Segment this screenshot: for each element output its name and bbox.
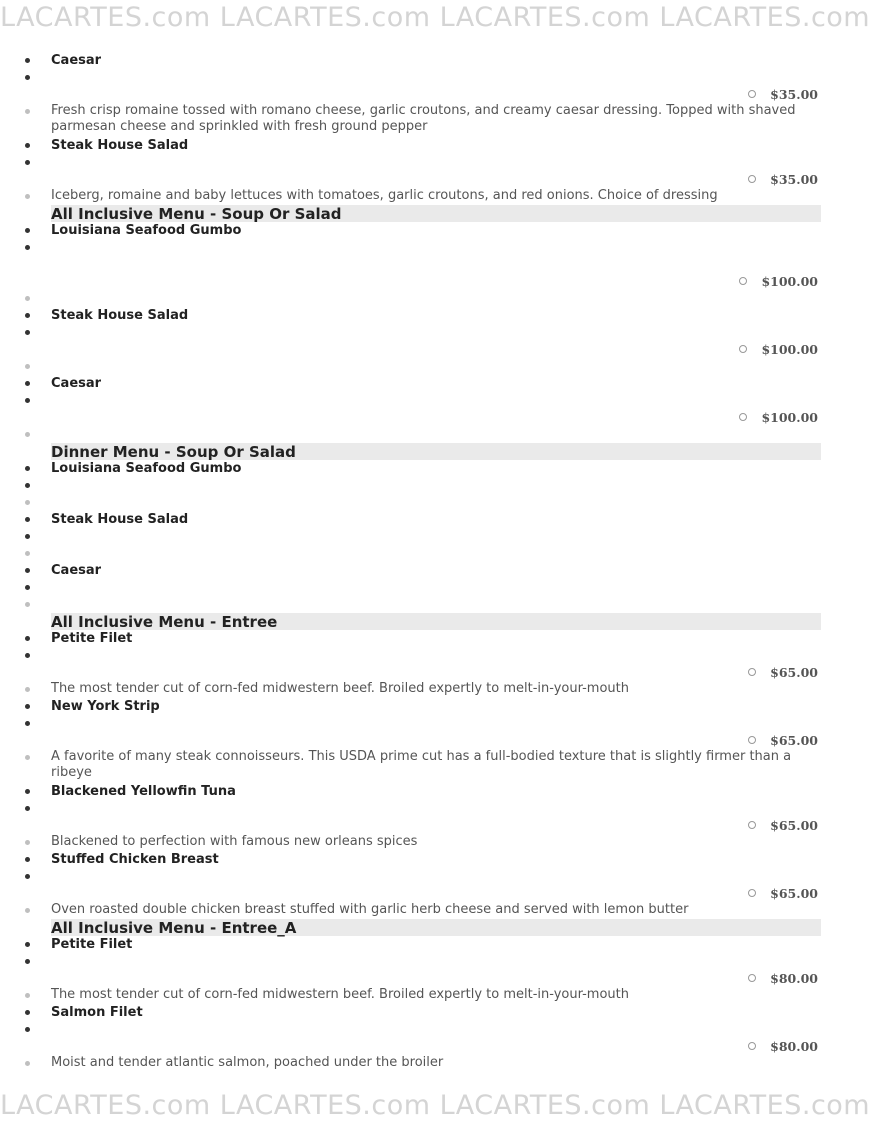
item-description: A favorite of many steak connoisseurs. This USDA prime cut has a full-bodied texture that is slightly firmer than a ribeye xyxy=(51,749,792,780)
bullet-icon xyxy=(25,432,30,437)
list-item xyxy=(0,1021,870,1038)
bullet-icon xyxy=(25,483,30,488)
item-name: Petite Filet xyxy=(51,937,133,952)
bullet-icon xyxy=(25,789,30,794)
circle-bullet-icon xyxy=(739,277,747,285)
price-row xyxy=(0,817,870,834)
item-description: The most tender cut of corn-fed midwestern beef. Broiled expertly to melt-in-your-mouth xyxy=(51,681,630,696)
list-item xyxy=(0,1055,870,1072)
list-item xyxy=(0,647,870,664)
list-item xyxy=(0,460,870,477)
list-item xyxy=(0,477,870,494)
menu-list xyxy=(0,52,870,1072)
item-price: $100.00 xyxy=(761,410,818,425)
price-row xyxy=(0,1038,870,1055)
bullet-icon xyxy=(25,840,30,845)
list-item xyxy=(0,562,870,579)
bullet-icon xyxy=(25,551,30,556)
item-description: The most tender cut of corn-fed midwestern beef. Broiled expertly to melt-in-your-mouth xyxy=(51,987,630,1002)
list-item xyxy=(0,936,870,953)
list-item xyxy=(0,596,870,613)
list-item xyxy=(0,307,870,324)
list-item xyxy=(0,698,870,715)
item-name: Blackened Yellowfin Tuna xyxy=(51,784,236,799)
bullet-icon xyxy=(25,993,30,998)
bullet-icon xyxy=(25,517,30,522)
list-item xyxy=(0,290,870,307)
bullet-icon xyxy=(25,534,30,539)
item-name: Salmon Filet xyxy=(51,1005,143,1020)
list-item xyxy=(0,681,870,698)
item-price: $65.00 xyxy=(770,818,818,833)
item-price: $80.00 xyxy=(770,971,818,986)
bullet-icon xyxy=(25,1061,30,1066)
bullet-icon xyxy=(25,313,30,318)
circle-bullet-icon xyxy=(748,90,756,98)
bullet-icon xyxy=(25,1010,30,1015)
bullet-icon xyxy=(25,653,30,658)
bullet-icon xyxy=(25,857,30,862)
item-description: Fresh crisp romaine tossed with romano cheese, garlic croutons, and creamy caesar dressing. Topped with shaved parmesan cheese and sprinkled with fresh ground pepper xyxy=(51,103,796,134)
list-item xyxy=(0,868,870,885)
watermark-top: LACARTES.com LACARTES.com LACARTES.com LACARTES.com xyxy=(0,2,870,33)
price-row xyxy=(0,664,870,681)
list-item xyxy=(0,528,870,545)
list-item xyxy=(0,392,870,409)
price-row xyxy=(0,732,870,749)
item-name: Steak House Salad xyxy=(51,512,189,527)
list-item xyxy=(0,103,870,137)
circle-bullet-icon xyxy=(748,1042,756,1050)
circle-bullet-icon xyxy=(748,889,756,897)
item-description: Iceberg, romaine and baby lettuces with tomatoes, garlic croutons, and red onions. Choice of dressing xyxy=(51,188,718,203)
bullet-icon xyxy=(25,58,30,63)
bullet-icon xyxy=(25,466,30,471)
list-item xyxy=(0,358,870,375)
bullet-icon xyxy=(25,160,30,165)
circle-bullet-icon xyxy=(748,821,756,829)
watermark-bottom: LACARTES.com LACARTES.com LACARTES.com LACARTES.com xyxy=(0,1090,870,1121)
list-item xyxy=(0,1004,870,1021)
item-price: $100.00 xyxy=(761,274,818,289)
item-name: Stuffed Chicken Breast xyxy=(51,852,219,867)
list-item xyxy=(0,69,870,86)
item-name: Louisiana Seafood Gumbo xyxy=(51,223,242,238)
item-price: $35.00 xyxy=(770,87,818,102)
bullet-icon xyxy=(25,874,30,879)
price-row xyxy=(0,970,870,987)
item-description: Oven roasted double chicken breast stuffed with garlic herb cheese and served with lemon butter xyxy=(51,902,689,917)
bullet-icon xyxy=(25,245,30,250)
bullet-icon xyxy=(25,721,30,726)
list-item xyxy=(0,579,870,596)
list-item xyxy=(0,154,870,171)
section-heading: Dinner Menu - Soup Or Salad xyxy=(51,443,821,460)
bullet-icon xyxy=(25,755,30,760)
bullet-icon xyxy=(25,704,30,709)
list-item xyxy=(0,987,870,1004)
bullet-icon xyxy=(25,194,30,199)
bullet-icon xyxy=(25,568,30,573)
price-row xyxy=(0,86,870,103)
bullet-icon xyxy=(25,500,30,505)
item-price: $65.00 xyxy=(770,665,818,680)
item-price: $100.00 xyxy=(761,342,818,357)
item-name: Caesar xyxy=(51,53,102,68)
section-heading: All Inclusive Menu - Entree xyxy=(51,613,821,630)
list-item xyxy=(0,783,870,800)
list-item xyxy=(0,188,870,205)
item-name: Caesar xyxy=(51,376,102,391)
item-price: $65.00 xyxy=(770,886,818,901)
bullet-icon xyxy=(25,687,30,692)
item-description: Blackened to perfection with famous new orleans spices xyxy=(51,834,418,849)
bullet-icon xyxy=(25,381,30,386)
list-item xyxy=(0,222,870,239)
list-item xyxy=(0,851,870,868)
bullet-icon xyxy=(25,585,30,590)
circle-bullet-icon xyxy=(739,413,747,421)
item-description: Moist and tender atlantic salmon, poached under the broiler xyxy=(51,1055,444,1070)
price-row xyxy=(0,171,870,188)
bullet-icon xyxy=(25,806,30,811)
price-row xyxy=(0,273,870,290)
list-item xyxy=(0,137,870,154)
list-item xyxy=(0,375,870,392)
list-item xyxy=(0,545,870,562)
list-item xyxy=(0,52,870,69)
bullet-icon xyxy=(25,228,30,233)
bullet-icon xyxy=(25,908,30,913)
list-item xyxy=(0,324,870,341)
list-item xyxy=(0,239,870,256)
item-name: New York Strip xyxy=(51,699,160,714)
section-heading: All Inclusive Menu - Soup Or Salad xyxy=(51,205,821,222)
list-item xyxy=(0,902,870,919)
bullet-icon xyxy=(25,1027,30,1032)
list-item xyxy=(0,511,870,528)
item-name: Louisiana Seafood Gumbo xyxy=(51,461,242,476)
bullet-icon xyxy=(25,296,30,301)
list-item xyxy=(0,953,870,970)
item-name: Caesar xyxy=(51,563,102,578)
list-item xyxy=(0,749,870,783)
item-name: Steak House Salad xyxy=(51,308,189,323)
circle-bullet-icon xyxy=(748,668,756,676)
bullet-icon xyxy=(25,942,30,947)
item-name: Steak House Salad xyxy=(51,138,189,153)
bullet-icon xyxy=(25,109,30,114)
circle-bullet-icon xyxy=(748,974,756,982)
price-row xyxy=(0,341,870,358)
circle-bullet-icon xyxy=(739,345,747,353)
bullet-icon xyxy=(25,364,30,369)
bullet-icon xyxy=(25,330,30,335)
list-item xyxy=(0,800,870,817)
list-item xyxy=(0,715,870,732)
bullet-icon xyxy=(25,636,30,641)
list-item xyxy=(0,630,870,647)
price-row xyxy=(0,885,870,902)
bullet-icon xyxy=(25,602,30,607)
circle-bullet-icon xyxy=(748,175,756,183)
bullet-icon xyxy=(25,398,30,403)
item-price: $65.00 xyxy=(770,733,818,748)
list-item xyxy=(0,494,870,511)
section-heading: All Inclusive Menu - Entree_A xyxy=(51,919,821,936)
item-price: $80.00 xyxy=(770,1039,818,1054)
list-item xyxy=(0,834,870,851)
price-row xyxy=(0,409,870,426)
list-item xyxy=(0,426,870,443)
item-name: Petite Filet xyxy=(51,631,133,646)
circle-bullet-icon xyxy=(748,736,756,744)
bullet-icon xyxy=(25,959,30,964)
bullet-icon xyxy=(25,75,30,80)
bullet-icon xyxy=(25,143,30,148)
item-price: $35.00 xyxy=(770,172,818,187)
